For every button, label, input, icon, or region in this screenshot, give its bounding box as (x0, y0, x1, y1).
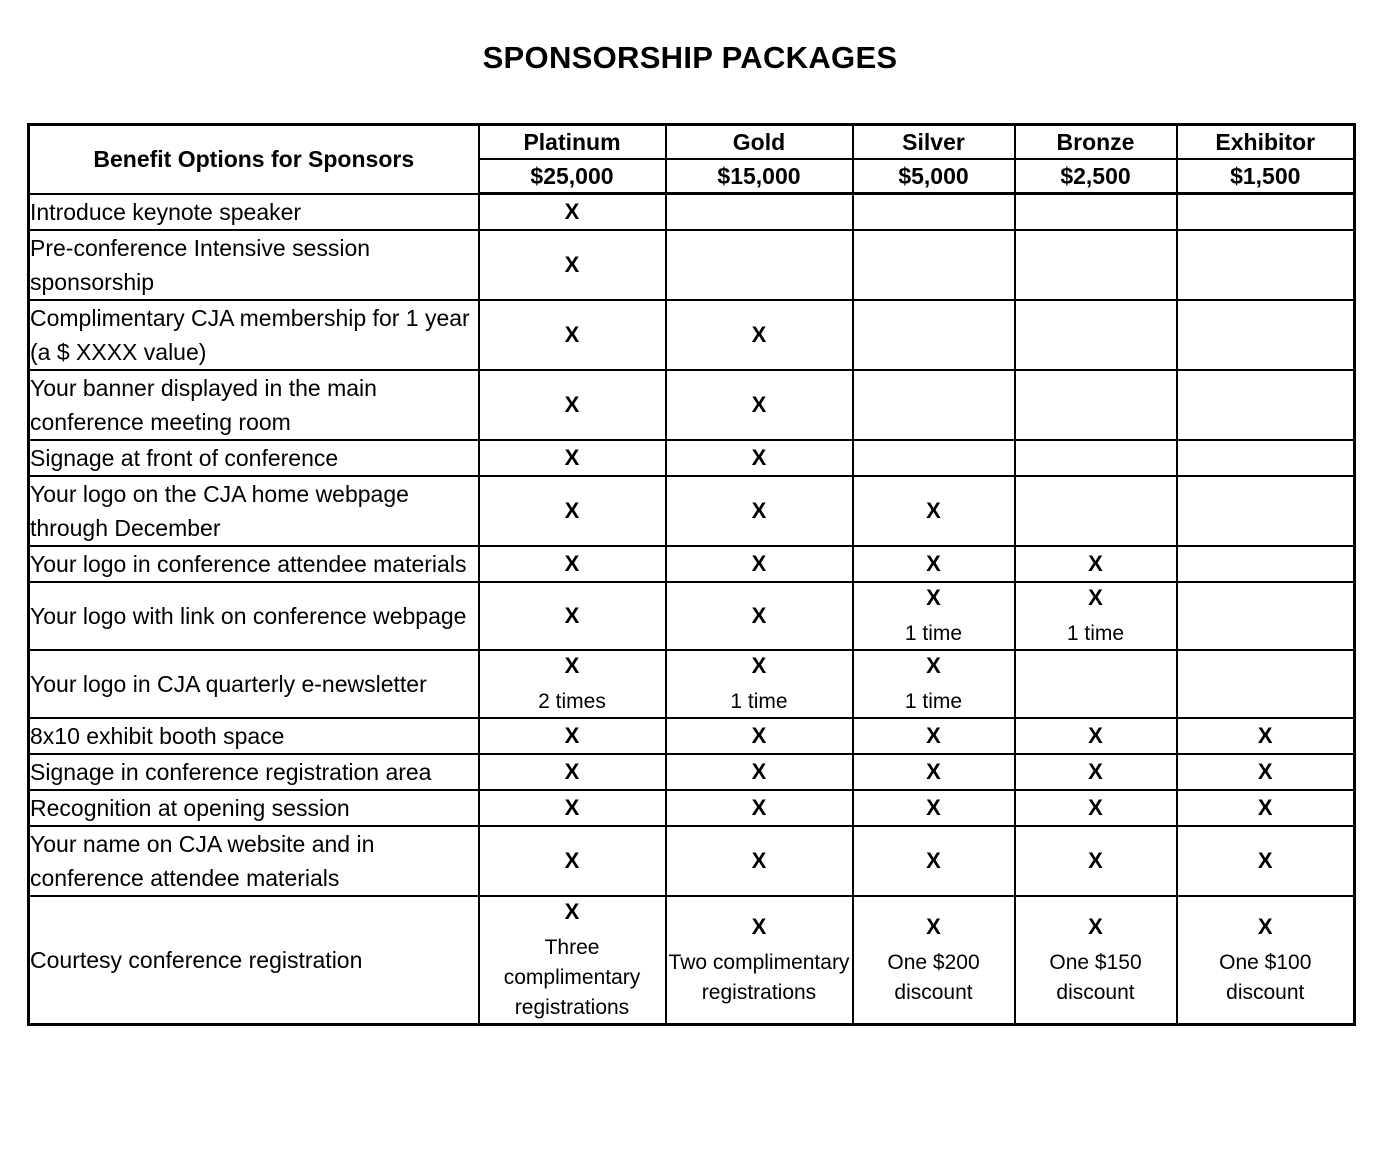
cell-platinum (479, 370, 666, 440)
cell-gold (666, 230, 853, 300)
included-mark: X (564, 550, 580, 576)
cell-gold (666, 754, 853, 790)
tier-price-platinum: $25,000 (479, 159, 666, 194)
cell-gold (666, 440, 853, 476)
included-mark: X (751, 847, 767, 873)
cell-bronze (1015, 230, 1177, 300)
cell-exhibitor (1177, 754, 1355, 790)
included-mark: X (1257, 758, 1273, 784)
included-mark: X (1257, 722, 1273, 748)
included-mark: X (564, 391, 580, 417)
cell-exhibitor (1177, 718, 1355, 754)
cell-silver (853, 476, 1015, 546)
included-mark: X (1257, 847, 1273, 873)
cell-note: One $200 discount (887, 950, 980, 1004)
cell-bronze (1015, 718, 1177, 754)
cell-exhibitor (1177, 440, 1355, 476)
cell-bronze (1015, 476, 1177, 546)
sponsorship-table (27, 123, 1356, 1026)
table-row (29, 826, 1355, 896)
benefit-label: Your logo on the CJA home webpage through December (29, 476, 479, 546)
cell-platinum (479, 896, 666, 1025)
benefit-label: Your name on CJA website and in conference attendee materials (29, 826, 479, 896)
included-mark: X (1088, 913, 1103, 939)
cell-exhibitor (1177, 230, 1355, 300)
cell-platinum (479, 300, 666, 370)
included-mark: X (564, 652, 580, 678)
included-mark: X (564, 602, 580, 628)
cell-silver (853, 370, 1015, 440)
cell-bronze (1015, 896, 1177, 1025)
cell-gold (666, 790, 853, 826)
included-mark: X (751, 497, 767, 523)
cell-exhibitor (1177, 650, 1355, 718)
included-mark: X (751, 391, 767, 417)
tier-price-bronze: $2,500 (1015, 159, 1177, 194)
included-mark: X (564, 758, 580, 784)
included-mark: X (1257, 794, 1273, 820)
tier-name-silver: Silver (853, 125, 1015, 160)
benefit-label: Complimentary CJA membership for 1 year (a $ XXXX value) (29, 300, 479, 370)
cell-silver (853, 790, 1015, 826)
cell-exhibitor (1177, 476, 1355, 546)
included-mark: X (564, 198, 580, 224)
cell-bronze (1015, 790, 1177, 826)
cell-gold (666, 650, 853, 718)
cell-silver (853, 826, 1015, 896)
cell-note: Two complimentary registrations (668, 950, 850, 1004)
cell-gold (666, 300, 853, 370)
included-mark: X (564, 794, 580, 820)
included-mark: X (926, 847, 941, 873)
cell-note: 1 time (730, 689, 788, 713)
included-mark: X (751, 321, 767, 347)
cell-note: One $100 discount (1219, 950, 1312, 1004)
cell-silver (853, 896, 1015, 1025)
tier-name-row (29, 125, 1355, 160)
cell-platinum (479, 230, 666, 300)
cell-silver (853, 546, 1015, 582)
benefit-label: Signage in conference registration area (29, 754, 479, 790)
cell-bronze (1015, 194, 1177, 230)
included-mark: X (926, 652, 941, 678)
cell-gold (666, 370, 853, 440)
included-mark: X (564, 497, 580, 523)
included-mark: X (751, 913, 767, 939)
cell-gold (666, 582, 853, 650)
included-mark: X (1088, 758, 1103, 784)
included-mark: X (1257, 913, 1273, 939)
benefit-label: Your banner displayed in the main conference meeting room (29, 370, 479, 440)
cell-note: Three complimentary registrations (503, 935, 641, 1019)
cell-note: One $150 discount (1049, 950, 1142, 1004)
included-mark: X (564, 722, 580, 748)
benefit-label: Recognition at opening session (29, 790, 479, 826)
included-mark: X (564, 898, 580, 924)
cell-bronze (1015, 370, 1177, 440)
table-row (29, 230, 1355, 300)
benefit-label: Your logo with link on conference webpage (29, 582, 479, 650)
included-mark: X (751, 722, 767, 748)
included-mark: X (926, 550, 941, 576)
cell-exhibitor (1177, 546, 1355, 582)
cell-exhibitor (1177, 194, 1355, 230)
table-row (29, 440, 1355, 476)
cell-platinum (479, 440, 666, 476)
cell-silver (853, 718, 1015, 754)
cell-gold (666, 896, 853, 1025)
cell-silver (853, 194, 1015, 230)
cell-gold (666, 546, 853, 582)
page-title: SPONSORSHIP PACKAGES (482, 40, 898, 75)
benefit-label: Your logo in CJA quarterly e-newsletter (29, 650, 479, 718)
cell-platinum (479, 476, 666, 546)
table-row (29, 650, 1355, 718)
table-row (29, 546, 1355, 582)
tier-price-silver: $5,000 (853, 159, 1015, 194)
included-mark: X (1088, 794, 1103, 820)
cell-platinum (479, 546, 666, 582)
cell-silver (853, 300, 1015, 370)
table-row (29, 476, 1355, 546)
table-row (29, 582, 1355, 650)
benefit-label: Signage at front of conference (29, 440, 479, 476)
cell-silver (853, 440, 1015, 476)
benefit-label: Introduce keynote speaker (29, 194, 479, 230)
cell-platinum (479, 826, 666, 896)
benefit-label: 8x10 exhibit booth space (29, 718, 479, 754)
included-mark: X (926, 794, 941, 820)
included-mark: X (926, 584, 941, 610)
tier-name-bronze: Bronze (1015, 125, 1177, 160)
included-mark: X (926, 497, 941, 523)
cell-silver (853, 230, 1015, 300)
cell-platinum (479, 650, 666, 718)
cell-note: 1 time (1066, 621, 1125, 645)
cell-exhibitor (1177, 826, 1355, 896)
included-mark: X (564, 444, 580, 470)
included-mark: X (751, 602, 767, 628)
tier-name-platinum: Platinum (479, 125, 666, 160)
cell-bronze (1015, 650, 1177, 718)
table-row (29, 194, 1355, 230)
included-mark: X (1088, 722, 1103, 748)
included-mark: X (564, 847, 580, 873)
cell-note: 2 times (538, 689, 606, 713)
cell-gold (666, 826, 853, 896)
cell-exhibitor (1177, 300, 1355, 370)
cell-platinum (479, 754, 666, 790)
cell-platinum (479, 790, 666, 826)
cell-bronze (1015, 440, 1177, 476)
included-mark: X (751, 794, 767, 820)
cell-bronze (1015, 546, 1177, 582)
table-row (29, 754, 1355, 790)
included-mark: X (926, 913, 941, 939)
included-mark: X (751, 758, 767, 784)
tier-name-gold: Gold (666, 125, 853, 160)
cell-silver (853, 582, 1015, 650)
tier-name-exhibitor: Exhibitor (1177, 125, 1355, 160)
cell-gold (666, 476, 853, 546)
cell-platinum (479, 582, 666, 650)
tier-price-gold: $15,000 (666, 159, 853, 194)
cell-exhibitor (1177, 582, 1355, 650)
cell-platinum (479, 718, 666, 754)
benefit-label: Your logo in conference attendee materials (29, 546, 479, 582)
cell-gold (666, 194, 853, 230)
included-mark: X (564, 251, 580, 277)
included-mark: X (1088, 847, 1103, 873)
cell-silver (853, 650, 1015, 718)
benefit-rows (29, 194, 1355, 1025)
included-mark: X (1088, 584, 1103, 610)
cell-exhibitor (1177, 896, 1355, 1025)
cell-bronze (1015, 826, 1177, 896)
cell-platinum (479, 194, 666, 230)
included-mark: X (564, 321, 580, 347)
included-mark: X (926, 722, 941, 748)
cell-bronze (1015, 582, 1177, 650)
cell-note: 1 time (904, 689, 963, 713)
included-mark: X (751, 550, 767, 576)
cell-note: 1 time (904, 621, 963, 645)
table-row (29, 718, 1355, 754)
benefit-label: Courtesy conference registration (29, 896, 479, 1025)
cell-bronze (1015, 300, 1177, 370)
benefit-column-header: Benefit Options for Sponsors (29, 125, 479, 194)
table-row (29, 300, 1355, 370)
cell-bronze (1015, 754, 1177, 790)
included-mark: X (926, 758, 941, 784)
cell-exhibitor (1177, 790, 1355, 826)
included-mark: X (751, 652, 767, 678)
cell-silver (853, 754, 1015, 790)
cell-exhibitor (1177, 370, 1355, 440)
included-mark: X (1088, 550, 1103, 576)
table-row (29, 790, 1355, 826)
benefit-label: Pre-conference Intensive session sponsorship (29, 230, 479, 300)
cell-gold (666, 718, 853, 754)
included-mark: X (751, 444, 767, 470)
table-row (29, 370, 1355, 440)
table-row (29, 896, 1355, 1025)
tier-price-exhibitor: $1,500 (1177, 159, 1355, 194)
